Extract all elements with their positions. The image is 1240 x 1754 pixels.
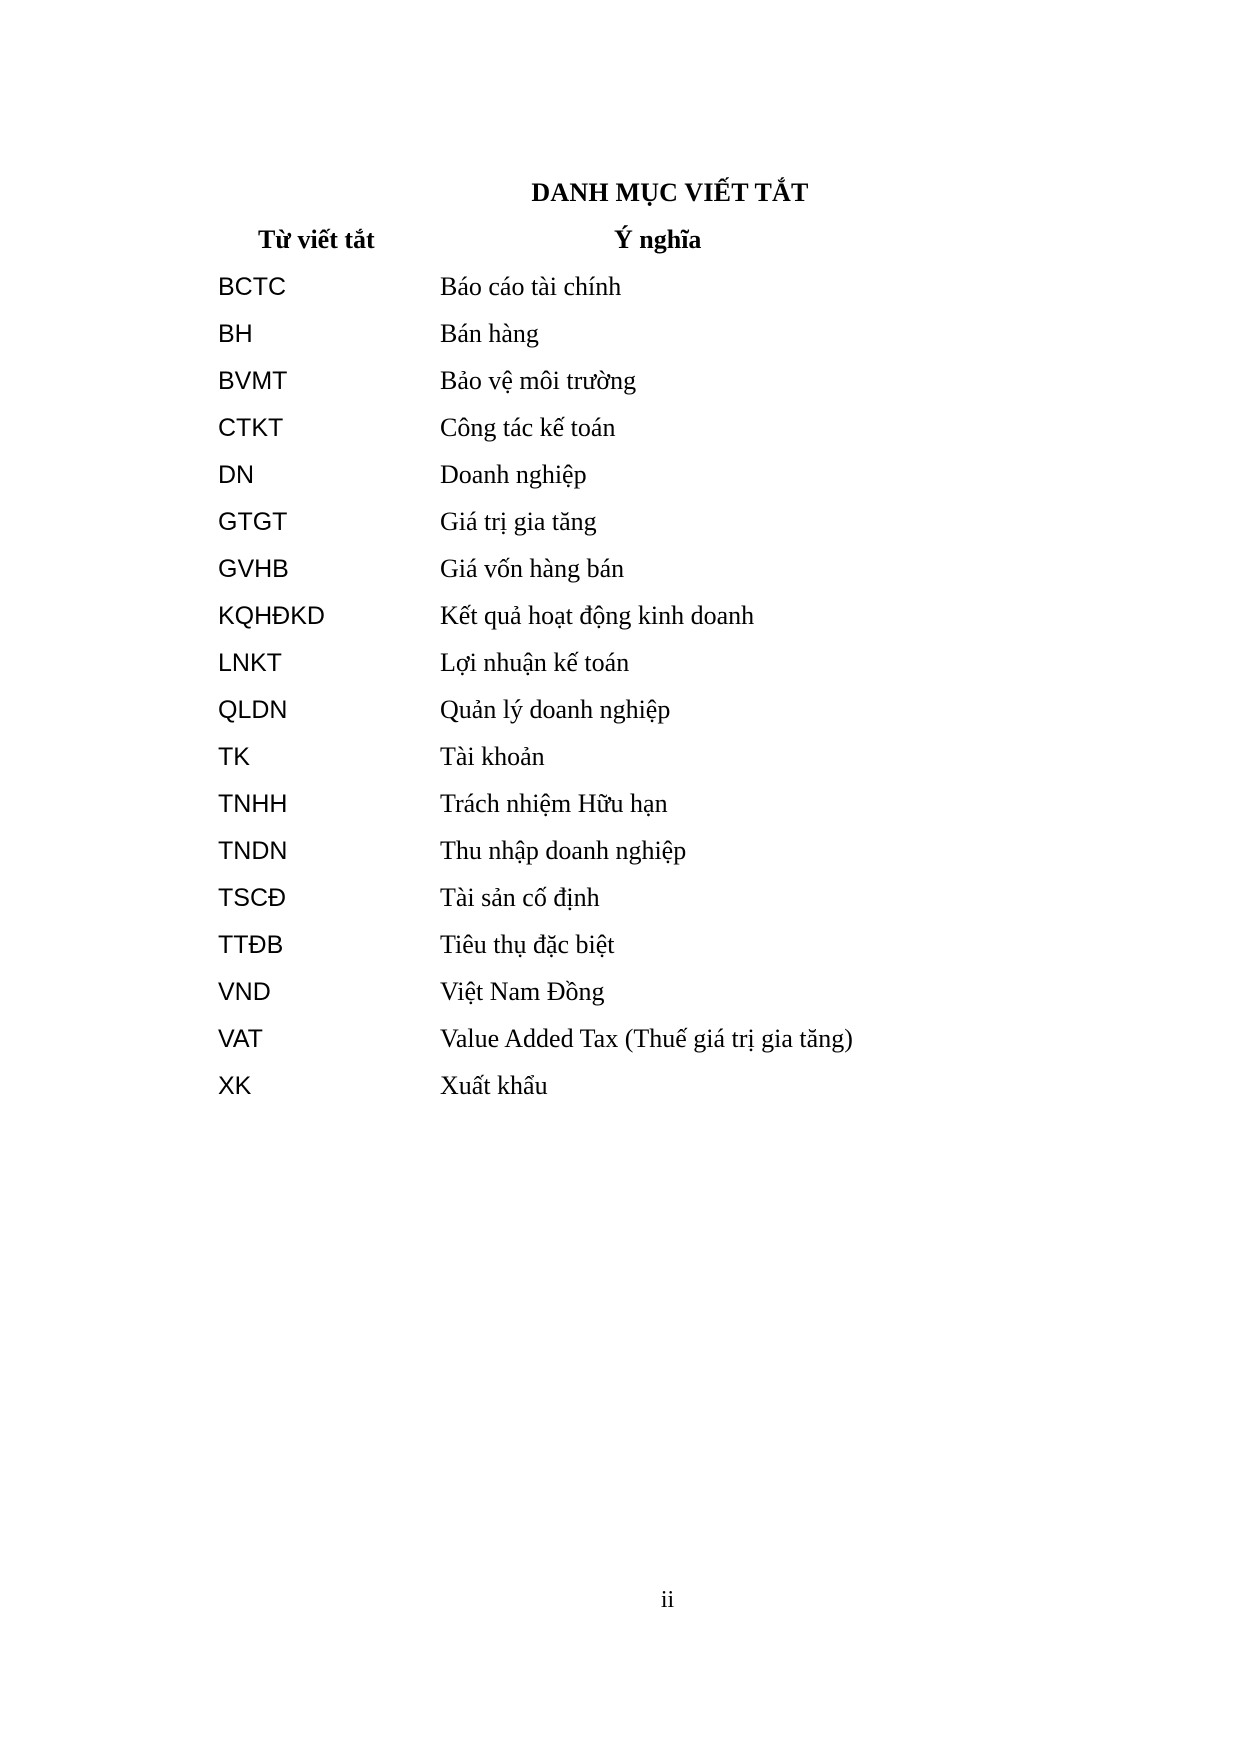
abbreviation-code: TK bbox=[218, 743, 250, 771]
abbreviation-code: BH bbox=[218, 320, 253, 348]
page-title: DANH MỤC VIẾT TẮT bbox=[531, 178, 809, 207]
abbreviation-code: TSCĐ bbox=[218, 884, 287, 912]
list-item bbox=[0, 505, 1240, 552]
list-item bbox=[0, 364, 1240, 411]
abbreviation-meaning: Trách nhiệm Hữu hạn bbox=[440, 789, 668, 818]
abbreviation-code: GVHB bbox=[218, 555, 289, 583]
abbreviation-meaning: Bán hàng bbox=[440, 319, 539, 348]
abbreviation-code: TNHH bbox=[218, 790, 288, 818]
abbreviation-meaning: Quản lý doanh nghiệp bbox=[440, 695, 671, 724]
abbreviation-code: BCTC bbox=[218, 273, 287, 301]
column-header-meaning: Ý nghĩa bbox=[614, 225, 702, 254]
abbreviation-meaning: Lợi nhuận kế toán bbox=[440, 648, 630, 677]
list-item bbox=[0, 1069, 1240, 1116]
list-item bbox=[0, 552, 1240, 599]
abbreviation-code: TNDN bbox=[218, 837, 288, 865]
list-item bbox=[0, 834, 1240, 881]
page-number: ii bbox=[660, 1587, 675, 1613]
abbreviation-code: CTKT bbox=[218, 414, 284, 442]
abbreviation-code: DN bbox=[218, 461, 255, 489]
abbreviation-meaning: Báo cáo tài chính bbox=[440, 272, 622, 301]
list-item bbox=[0, 411, 1240, 458]
column-header-abbreviation: Từ viết tắt bbox=[258, 225, 375, 254]
list-item bbox=[0, 881, 1240, 928]
list-item bbox=[0, 599, 1240, 646]
abbreviation-meaning: Xuất khẩu bbox=[440, 1071, 548, 1100]
abbreviation-meaning: Tài sản cố định bbox=[440, 883, 600, 912]
abbreviation-code: GTGT bbox=[218, 508, 288, 536]
list-item bbox=[0, 928, 1240, 975]
abbreviation-meaning: Giá trị gia tăng bbox=[440, 507, 597, 536]
abbreviation-code: LNKT bbox=[218, 649, 282, 677]
abbreviation-code: VND bbox=[218, 978, 271, 1006]
abbreviation-list bbox=[0, 270, 1240, 1116]
list-item bbox=[0, 458, 1240, 505]
abbreviation-code: TTĐB bbox=[218, 931, 284, 959]
abbreviation-meaning: Thu nhập doanh nghiệp bbox=[440, 836, 687, 865]
abbreviation-meaning: Việt Nam Đồng bbox=[440, 977, 605, 1006]
list-item bbox=[0, 975, 1240, 1022]
list-item bbox=[0, 270, 1240, 317]
abbreviation-meaning: Kết quả hoạt động kinh doanh bbox=[440, 601, 755, 630]
list-item bbox=[0, 1022, 1240, 1069]
abbreviation-meaning: Doanh nghiệp bbox=[440, 460, 587, 489]
abbreviation-code: KQHĐKD bbox=[218, 602, 325, 630]
abbreviation-code: QLDN bbox=[218, 696, 288, 724]
abbreviation-meaning: Tài khoản bbox=[440, 742, 545, 771]
abbreviation-code: VAT bbox=[218, 1025, 263, 1053]
list-item bbox=[0, 317, 1240, 364]
abbreviation-meaning: Bảo vệ môi trường bbox=[440, 366, 637, 395]
abbreviation-code: XK bbox=[218, 1072, 252, 1100]
list-item bbox=[0, 740, 1240, 787]
abbreviation-meaning: Value Added Tax (Thuế giá trị gia tăng) bbox=[440, 1024, 853, 1053]
abbreviation-meaning: Công tác kế toán bbox=[440, 413, 616, 442]
abbreviation-meaning: Tiêu thụ đặc biệt bbox=[440, 930, 615, 959]
list-item bbox=[0, 646, 1240, 693]
list-item bbox=[0, 787, 1240, 834]
abbreviation-meaning: Giá vốn hàng bán bbox=[440, 554, 625, 583]
abbreviation-code: BVMT bbox=[218, 367, 288, 395]
list-item bbox=[0, 693, 1240, 740]
